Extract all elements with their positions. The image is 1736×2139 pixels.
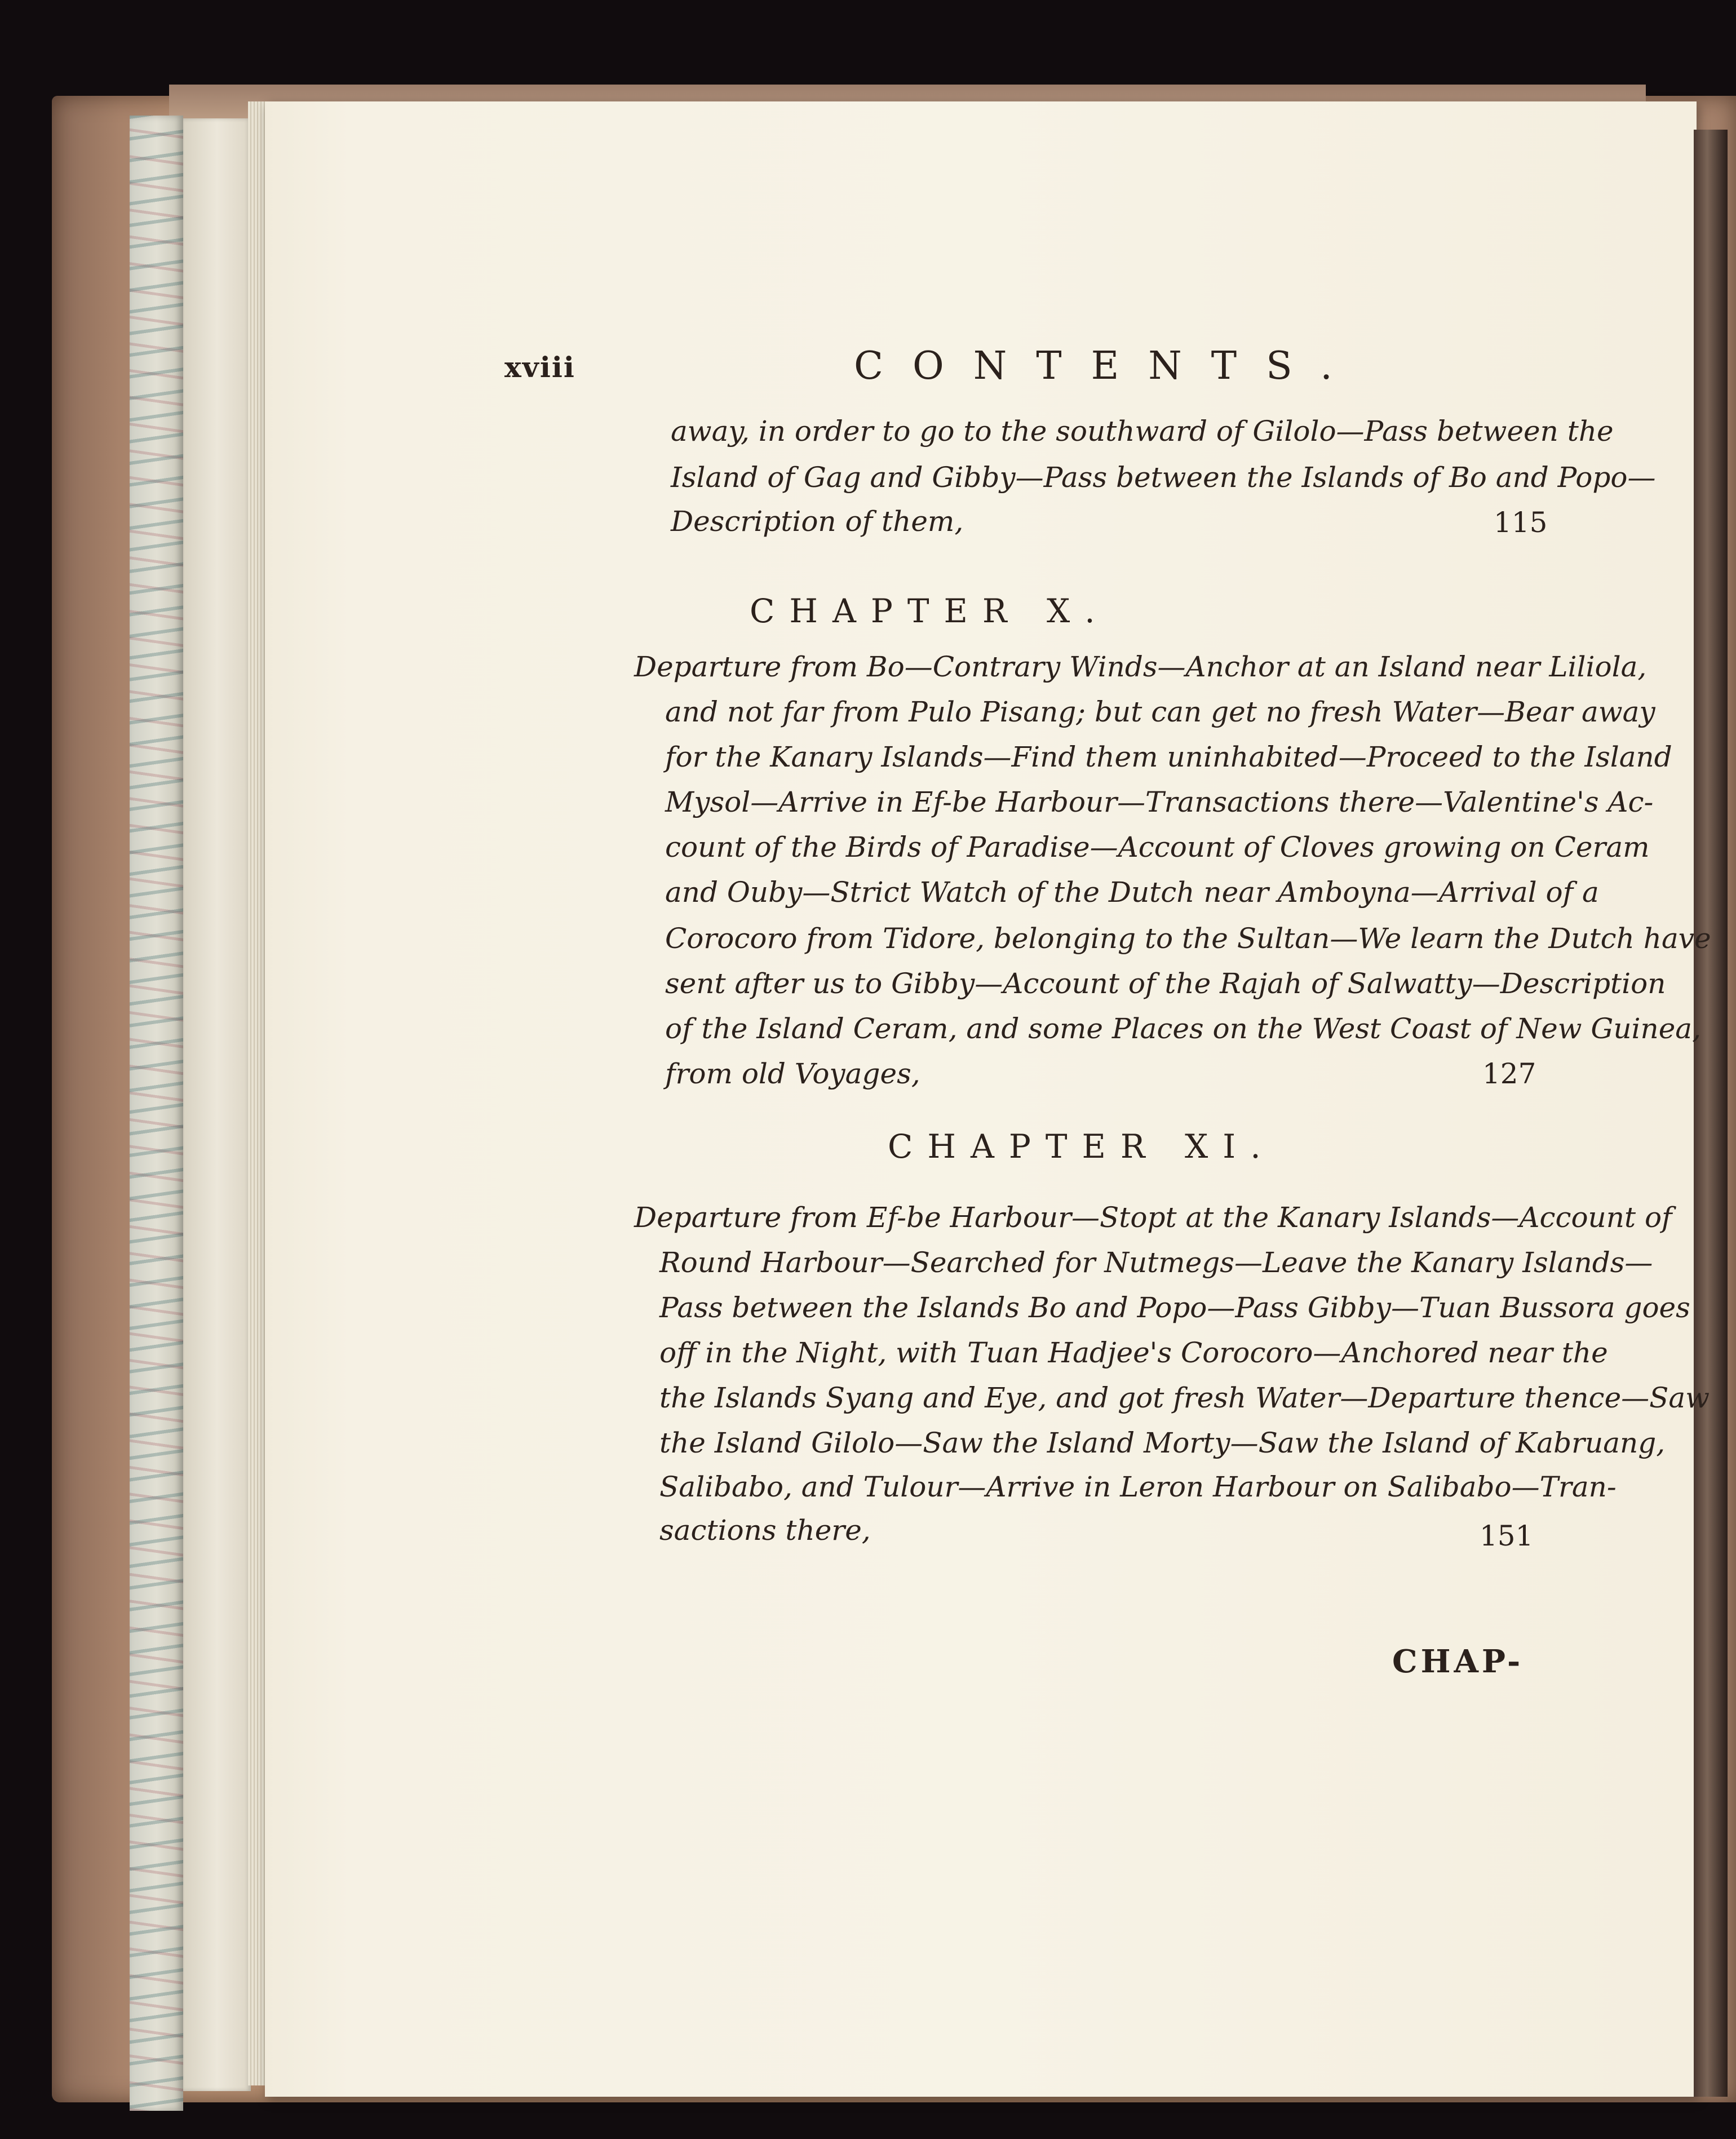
entry-line: sent after us to Gibby—Account of the Rajah of Salwatty—Description <box>665 967 1666 1000</box>
entry-line: Description of them, <box>671 505 964 538</box>
chapter-heading: CHAPTER X. <box>750 592 1110 630</box>
entry-line: the Island Gilolo—Saw the Island Morty—Saw the Island of Kabruang, <box>659 1427 1666 1459</box>
entry-line: from old Voyages, <box>665 1057 920 1090</box>
entry-line: Corocoro from Tidore, belonging to the Sultan—We learn the Dutch have <box>665 922 1711 955</box>
entry-line: away, in order to go to the southward of Gilolo—Pass between the <box>671 415 1614 448</box>
catchword: CHAP- <box>1392 1643 1524 1680</box>
entry-line: and Ouby—Strict Watch of the Dutch near Amboyna—Arrival of a <box>665 876 1599 909</box>
running-title: CONTENTS. <box>854 344 1362 388</box>
entry-line: Round Harbour—Searched for Nutmegs—Leave the Kanary Islands— <box>659 1246 1653 1279</box>
chapter-heading: CHAPTER XI. <box>888 1127 1276 1166</box>
folio-number: xviii <box>504 351 575 384</box>
entry-line: and not far from Pulo Pisang; but can get no fresh Water—Bear away <box>665 696 1655 728</box>
entry-line: Departure from Ef-be Harbour—Stopt at the Kanary Islands—Account of <box>634 1201 1672 1234</box>
entry-line: for the Kanary Islands—Find them uninhabited—Proceed to the Island <box>665 741 1672 773</box>
entry-line: of the Island Ceram, and some Places on the West Coast of New Guinea, <box>665 1012 1702 1045</box>
entry-line: Pass between the Islands Bo and Popo—Pass Gibby—Tuan Bussora goes <box>659 1291 1690 1324</box>
entry-line: Mysol—Arrive in Ef-be Harbour—Transactions there—Valentine's Ac- <box>665 786 1654 818</box>
entry-page-number: 127 <box>1482 1057 1536 1090</box>
entry-line: count of the Birds of Paradise—Account of Cloves growing on Ceram <box>665 831 1650 863</box>
entry-line: Island of Gag and Gibby—Pass between the Islands of Bo and Popo— <box>671 461 1656 494</box>
entry-page-number: 115 <box>1494 506 1548 539</box>
entry-line: the Islands Syang and Eye, and got fresh Water—Departure thence—Saw <box>659 1381 1710 1414</box>
entry-line: sactions there, <box>659 1514 871 1547</box>
entry-page-number: 151 <box>1480 1520 1534 1552</box>
entry-line: off in the Night, with Tuan Hadjee's Corocoro—Anchored near the <box>659 1336 1608 1369</box>
page-header <box>504 344 1533 400</box>
entry-line: Salibabo, and Tulour—Arrive in Leron Harbour on Salibabo—Tran- <box>659 1471 1617 1503</box>
entry-line: Departure from Bo—Contrary Winds—Anchor at an Island near Liliola, <box>634 650 1647 683</box>
